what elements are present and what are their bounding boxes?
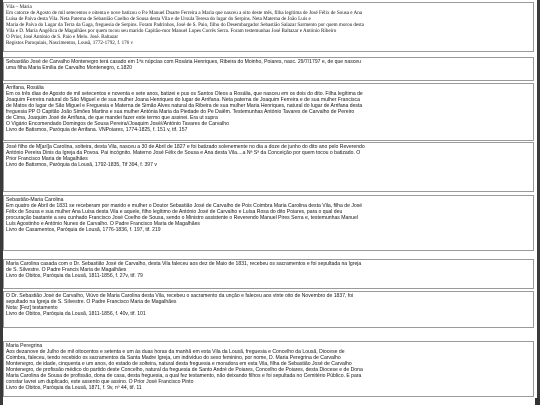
record-line: José filho de M[arí]a Carolina, solteira, desta Vila, nasceu a 30 de Abril de 1827 e foi batizado solenemente no dia a doze de junho do dito ano pelo Reverendo <box>6 144 365 150</box>
record-line: de S. Silvestre. O Padre Francis Maria de Magalhães <box>6 267 127 273</box>
record-line: Nota: [Fez] testamento <box>6 305 58 311</box>
record-line: Luísa de Paiva desta Vila. Neta Paterna de Sebastião Coelho de Sousa desta Vila e de Ursula Teresa do lugar do Serpins. Neta Materna de João Luís e <box>6 16 311 22</box>
record-line: Aos dezanove de Julho de mil oitocentos e setenta e um às duas horas da manhã em esta Vila da Lousã, freguesia e Concelho da Lousã, Diocese de <box>6 349 345 355</box>
record-line: Livro de Óbitos, Paróquia da Lousã, 1871, f. 9v, nº 44, tif. 11 <box>6 385 142 391</box>
record-line: Prior Francisco Maria de Magalhães <box>6 156 88 162</box>
record-line: Arrifana, Rosália <box>6 85 44 91</box>
record-line: Em quatro de Abril de 1831 se receberam por marido e mulher o Doutor Sebastião José de Carvalho de Pois Coimbra Maria Carolina desta Vila, filha de José <box>6 203 363 209</box>
record-line: sepultado na Igreja de S. Silvestre. O Padre Francisco Maria de Magalhães <box>6 299 177 305</box>
record-death-maria-carolina <box>3 259 534 289</box>
record-baptism-rosalia <box>3 83 534 141</box>
record-line: Em os três dias de Agosto de mil setecentos e noventa e sete anos, batizei e pus os Santos Óleos a Rosália, que nasceu em os dois do dito. Filha legítima de <box>6 91 363 97</box>
record-line: Montenegro, de profissão médico do partido deste Concelho, natural da freguesia de Santo André de Poiares, Concelho de Poiares, desta Diocese e de Dona <box>6 367 363 373</box>
record-line: O Dr. Sebastião José de Carvalho, Viúvo de Maria Carolina desta Vila, recebeu o sacramento da unção e faleceu aos vinte oito de Novembro de 1837, foi <box>6 293 354 299</box>
record-line: Livro de Óbitos, Paróquia da Lousã, 1811-1856, f. 27v, tif. 79 <box>6 273 143 279</box>
record-death-maria-peregrina <box>3 341 534 397</box>
record-line: Em catorze de Agosto de mil setecentos e oitenta e nove batizou o P.e Manuel Duarte Ferreira a Maria que nasceu a oito deste mês, filha legítima de José Félix de Sousa e Ana <box>6 10 363 16</box>
record-baptism-jose <box>3 142 534 192</box>
record-note-montenegro <box>3 57 534 81</box>
record-line: Félix de Sousa e sua mulher Ana Luísa desta Vila e aquele, filho legítimo de António José de Carvalho e Luísa Rosa do dito Poiares, para o qual deu <box>6 209 343 215</box>
record-line: O Prior, José António de S. Paio e Melo. José. Baltazar <box>6 34 119 40</box>
record-baptism-maria <box>3 2 534 52</box>
record-line: procuração bastante a seu cunhado Francisco José Coelho de Sousa, sendo o Ministro assistente o Reverendo Manuel Pires Serra e, testemunhas Manuel <box>6 215 358 221</box>
record-line: de Matos do lugar de São Miguel e Freguesia e Materna de Simão Alves natural da Ribeira de sua mulher Maria Henriques, natural do lugar de Arrifana desta <box>6 103 363 109</box>
record-line: Sebastião-Maria Carolina <box>6 197 64 203</box>
record-line: Vila e D. Maria Angélica de Magalhães por quem tocou seu marido Capitão-mor Manuel Lopes Corrês Serra. Foram testemunhas José Baltazar e António Ribeiro <box>6 28 337 34</box>
record-line: Livro de Batismos, Paróquia da Lousã, 1792-1835, Tif 394, f. 397 v <box>6 162 157 168</box>
record-line: constar lavrei um duplicado, este assento que assino. O Prior José Francisco Pinto <box>6 379 194 385</box>
record-line: Joaquim Ferreira natural do São Miguel e de sua mulher Joana Henriques do lugar de Arrifana. Neta paterna de Joaquim Ferreira e de sua mulher Francisca <box>6 97 360 103</box>
record-line: Livro de Óbitos, Paróquia da Lousã, 1811-1856, f. 40v, tif. 101 <box>6 311 146 317</box>
record-marriage-sebastiao-maria <box>3 195 534 251</box>
record-line: Vila – Maria <box>6 4 32 10</box>
record-line: freguesia PP O Capitão João Simões Martins e sua mulher Antónia Maria da Piedade do Pe Daiêm. Testemunhas António Tavares de Carvalho de Pereiro <box>6 109 355 115</box>
record-line: António Pereira Dinis da Igreja da Povoa. Pai incógnito. Materno José Félix de Sousa e Ana desta Vila....a Nª Sª da Conceição por quem tocou o batizado. O <box>6 150 361 156</box>
record-line: O Vigário Encomendado Domingos de Sousa Pereira//Joaquim José//António Tavares de Carvalho <box>6 121 229 127</box>
scroll-corner[interactable] <box>535 398 540 405</box>
record-line: Coimbra, faleceu, tendo recebido os sacramentos da Santa Madre Igreja, um indivíduo do sexo feminino, por nome, D. Maria Peregrina de Carvalho <box>6 355 341 361</box>
record-line: Sebastião José de Carvalho Montenegro terá casado em 1ªs núpcias com Rosária Henriques, Ribeira do Moinho, Poiares, nasc. 29/7/1797 e, de que nasceu <box>6 59 361 65</box>
record-line: de Cima, Joaquim José de Arrifana, de que mandei fazer este termo que assinei. Era ut supra <box>6 115 218 121</box>
record-death-sebastiao <box>3 291 534 328</box>
record-line: Livro de Batismos, Paróquia de Arrifana. VNPoiares, 1774-1825, f. 151 v, tif. 157 <box>6 127 188 133</box>
record-line: Maria de Paiva do Lugar da Terra da Gaga, freguesia de Serpins. Foram Padrinhos, José de S. Paio, filho do Desembargador Sebastião Salazar Sarmento por quem morou desta <box>6 22 364 28</box>
record-line: Maria Carolina de Sousa de profissão, dona de casa, desta freguesia, a qual fez testamento, não deixando filhos e foi sepultada no Cemitério Público. E para <box>6 373 362 379</box>
record-line: Registos Paroquiais, Nascimentos, Lousã, 1772-1792, f. 176 v <box>6 40 134 46</box>
record-line: Montenegro, de idade, cinquenta e um anos, do estado de solteira, natural desta freguesia e moradora em esta Vila, filha de Sebastião José de Carvalho <box>6 361 352 367</box>
record-line: Maria Carolina casada com o Dr. Sebastião José de Carvalho, desta Vila faleceu aos dez de Maio de 1831, recebeu os sacramentos e foi sepultada na Igreja <box>6 261 362 267</box>
record-line: Maria Peregrina <box>6 343 43 349</box>
record-line: Livro de Casamentos, Paróquia de Lousã, 1776-1836, f. 197, tif. 219 <box>6 227 161 233</box>
record-line: Luís Agostinho e António Nunes de Carvalho. O Padre Francisco Maria de Magalhães <box>6 221 200 227</box>
record-line: uma filha Maria Emília de Carvalho Montenegro, c.1820 <box>6 65 132 71</box>
